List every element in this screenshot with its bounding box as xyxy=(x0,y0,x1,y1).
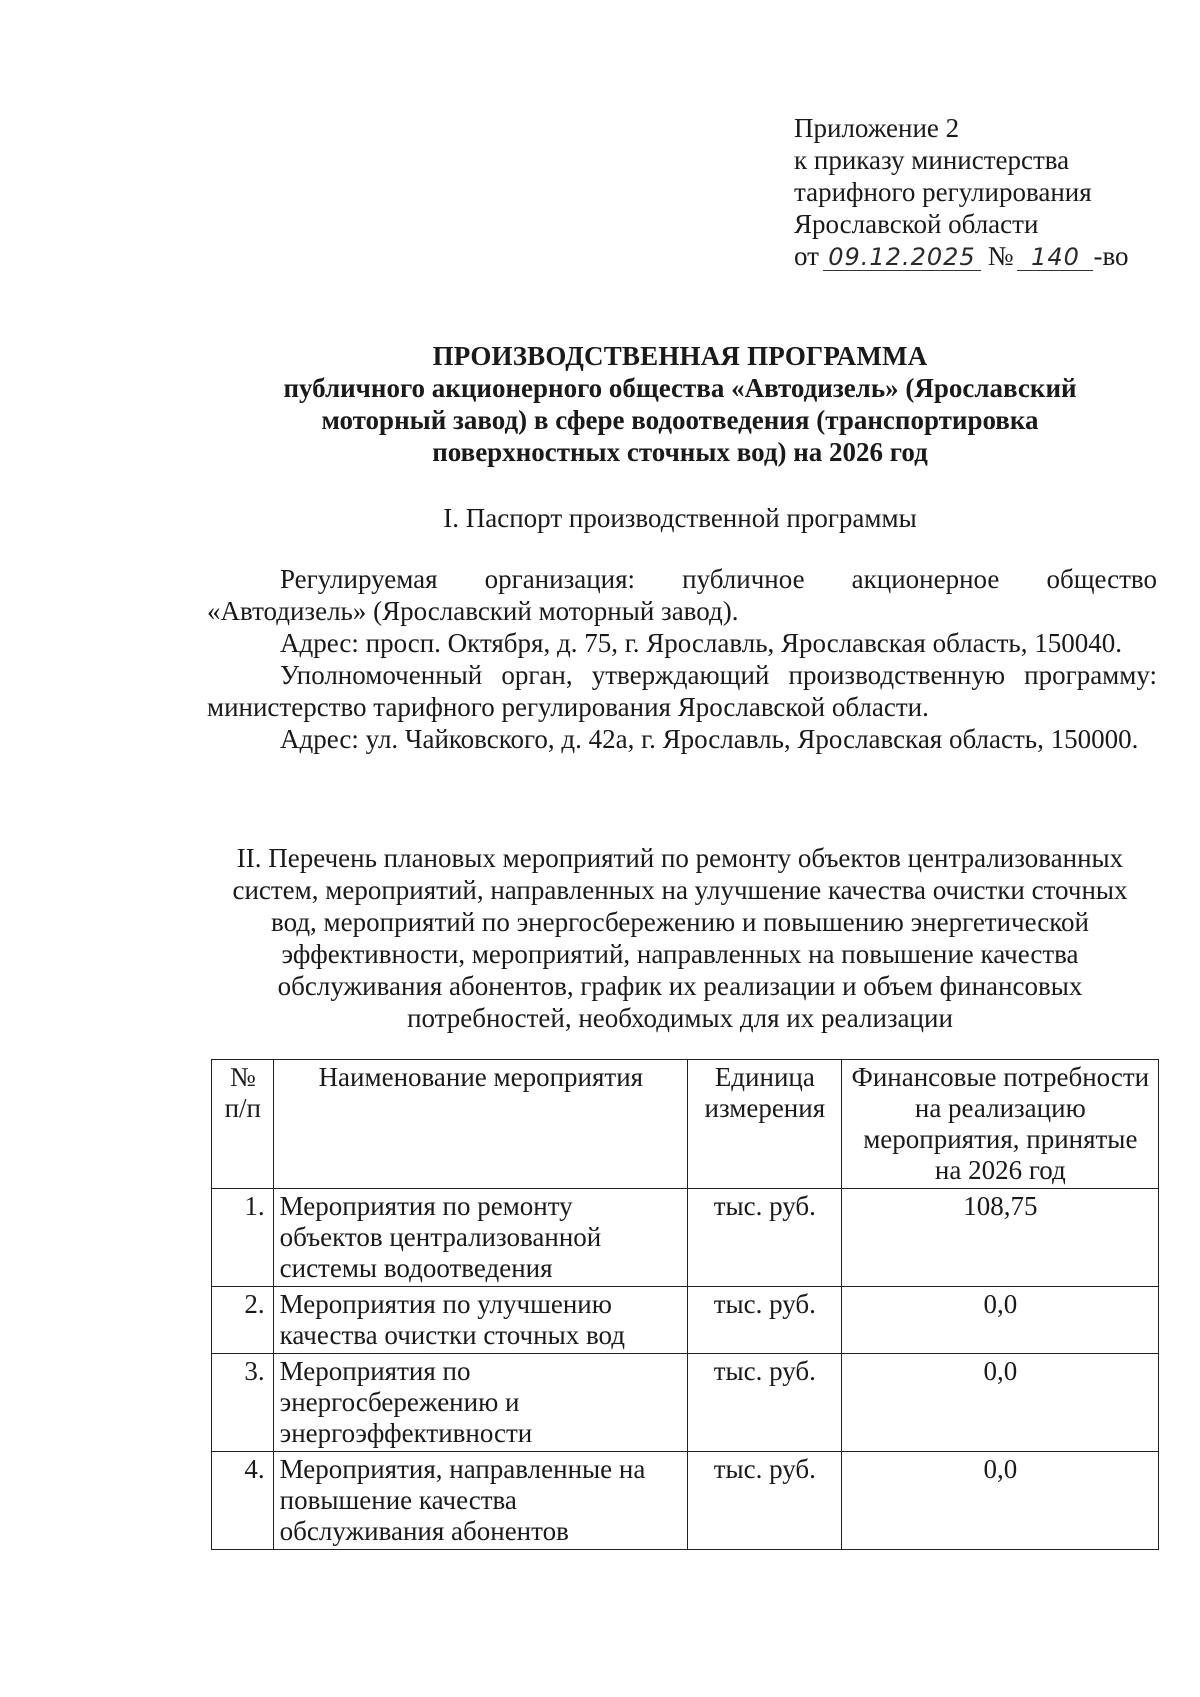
section-2-line-5: обслуживания абонентов, график их реализации и объем финансовых xyxy=(277,971,1083,1001)
row-number: 3. xyxy=(212,1354,274,1452)
number-label: № xyxy=(987,241,1014,271)
paragraph-authority: Уполномоченный орган, утверждающий производственную программу: министерство тарифного регулирования Ярославской области. xyxy=(207,660,1157,722)
document-title xyxy=(200,340,1160,468)
section-2-line-2: систем, мероприятий, направленных на улучшение качества очистки сточных xyxy=(232,875,1128,905)
row-finance: 0,0 xyxy=(841,1287,1158,1354)
row-unit: тыс. руб. xyxy=(688,1287,842,1354)
handwritten-number: 140 xyxy=(1017,244,1093,271)
appendix-line-2: к приказу министерства xyxy=(794,145,1070,175)
handwritten-date: 09.12.2025 xyxy=(823,244,981,271)
number-suffix: -во xyxy=(1093,241,1129,271)
appendix-line-1: Приложение 2 xyxy=(794,113,960,143)
table-row xyxy=(212,1452,1159,1550)
row-unit: тыс. руб. xyxy=(688,1354,842,1452)
section-1-heading: I. Паспорт производственной программы xyxy=(443,503,917,533)
appendix-line-3: тарифного регулирования xyxy=(794,177,1092,207)
row-unit: тыс. руб. xyxy=(688,1189,842,1287)
activities-table xyxy=(211,1059,1159,1550)
row-unit: тыс. руб. xyxy=(688,1452,842,1550)
paragraph-address-org: Адрес: просп. Октября, д. 75, г. Ярославль, Ярославская область, 150040. xyxy=(280,628,1122,658)
header-finance: Финансовые потребности на реализацию мероприятия, принятые на 2026 год xyxy=(841,1060,1158,1189)
row-name: Мероприятия по ремонту объектов централизованной системы водоотведения xyxy=(273,1189,687,1287)
header-name: Наименование мероприятия xyxy=(273,1060,687,1189)
table-header-row xyxy=(212,1060,1159,1189)
row-number: 1. xyxy=(212,1189,274,1287)
section-2-line-1: II. Перечень плановых мероприятий по ремонту объектов централизованных xyxy=(236,843,1124,873)
row-name: Мероприятия по энергосбережению и энергоэффективности xyxy=(273,1354,687,1452)
appendix-header xyxy=(794,112,1129,272)
row-finance: 108,75 xyxy=(841,1189,1158,1287)
header-unit: Единица измерения xyxy=(688,1060,842,1189)
from-label: от xyxy=(794,241,819,271)
appendix-line-4: Ярославской области xyxy=(794,209,1039,239)
table-row xyxy=(212,1189,1159,1287)
header-num: № п/п xyxy=(212,1060,274,1189)
paragraph-organization: Регулируемая организация: публичное акционерное общество «Автодизель» (Ярославский моторный завод). xyxy=(207,564,1157,626)
row-name: Мероприятия по улучшению качества очистки сточных вод xyxy=(273,1287,687,1354)
section-2-line-4: эффективности, мероприятий, направленных на повышение качества xyxy=(281,939,1079,969)
table-row xyxy=(212,1287,1159,1354)
table-row xyxy=(212,1354,1159,1452)
section-2-line-6: потребностей, необходимых для их реализации xyxy=(407,1003,953,1033)
section-2-line-3: вод, мероприятий по энергосбережению и повышению энергетической xyxy=(271,907,1089,937)
section-2-heading xyxy=(200,842,1160,1034)
row-number: 2. xyxy=(212,1287,274,1354)
row-number: 4. xyxy=(212,1452,274,1550)
appendix-date-line xyxy=(794,240,1129,272)
row-finance: 0,0 xyxy=(841,1354,1158,1452)
row-finance: 0,0 xyxy=(841,1452,1158,1550)
title-line-1: публичного акционерного общества «Автодизель» (Ярославский xyxy=(283,373,1077,403)
paragraph-address-authority: Адрес: ул. Чайковского, д. 42а, г. Ярославль, Ярославская область, 150000. xyxy=(280,724,1139,754)
title-line-2: моторный завод) в сфере водоотведения (транспортировка xyxy=(321,405,1039,435)
passport-text xyxy=(207,563,1157,755)
title-line-3: поверхностных сточных вод) на 2026 год xyxy=(432,437,928,467)
row-name: Мероприятия, направленные на повышение качества обслуживания абонентов xyxy=(273,1452,687,1550)
title-main: ПРОИЗВОДСТВЕННАЯ ПРОГРАММА xyxy=(432,341,928,371)
